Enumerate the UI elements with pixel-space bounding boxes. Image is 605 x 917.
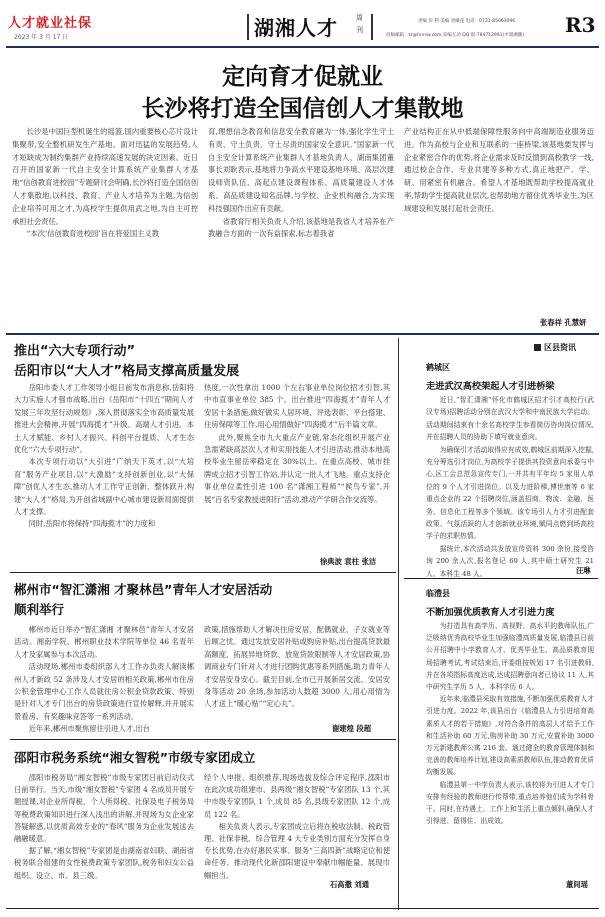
lead-column-3: [404, 126, 594, 216]
paragraph: 活动现场,郴州市委组织部人才工作办负责人解读郴州人才新政 52 条涉及人才安居的相关政策,郴州市住房公积金管理中心工作人员就住房公积金贷款政策、特别是针对人才专门出台的房贷政策进行宣传解释,并开展实景看房、有奖趣味竞答等一系列活动。: [14, 662, 194, 721]
lead-subheadline: 长沙将打造全国信创人才集散地: [141, 96, 464, 122]
lead-byline: 张春祥 孔慧妍: [540, 318, 587, 327]
paragraph: 经个人申报、组织推荐,现场选拔及综合评定程序,邵阳市在此次成功组建市、县两级“湘女智税”专家团队 13 个,其中市级专家团队 1 个,成员 85 名,县级专家团队 12 个,成员 122 名。: [204, 773, 390, 819]
article-divider: [10, 572, 396, 573]
article1-subheadline: 岳阳市以“大人才”格局支撑高质量发展: [14, 364, 240, 379]
paragraph: 岳阳市委人才工作领导小组日前发布消息称,岳阳将大力实施人才强市战略,出台《岳阳市“十四五”期间人才发展三年攻坚行动规划》,深入贯彻落实全市高质量发展推进大会精神,开展“四海揽才”升级、高端人才引进、本土人才赋能、乡村人才振兴、科创平台提质、人才生态优化“六大专项行动”。: [14, 383, 194, 455]
lead-column-2: [208, 126, 394, 241]
article2-headline: 郴州市“智汇潇湘 才聚林邑”青年人才安居活动: [14, 582, 273, 597]
paragraph: 本次专项行动以“大引进”广纳天下英才,以“大培育”服务产业项目,以“大激励”支持创新创业,以“大保障”创优人才生态,推动人才工作守正创新、整体跃升,构建“大人才”格局,为开创省域副中心城市建设新局面提供人才支撑。: [14, 457, 194, 517]
footer-rule: [6, 908, 599, 909]
sidebar-article1-body: [426, 394, 594, 580]
paragraph: 育,理想信念教育和信息安全教育融为一体,强化学生守土有责、守土负责、守土尽责的国家安全意识。”国家新一代自主安全计算系统产业集群人才基地负责人、湖南集团董事长刘耿表示,基地将力争高水平建设基地环境、高层次建设师资队伍、高起点建设课程体系、高质量建设人才体系、高品质建设知名品牌,与学校、企业机构融合,为实现科技强国作出应有贡献。: [208, 127, 394, 213]
article-divider: [10, 739, 396, 740]
page-number-box: [565, 13, 595, 43]
sidebar-region-label: 临澧县: [426, 589, 450, 598]
paragraph: 省教育厅相关负责人介绍,该基地是我省人才培养在产教融合方面的一次有益探索,标志着我省: [208, 216, 394, 239]
paragraph: 政策,措施帮助人才解决住房安居、配偶就业、子女就业等后顾之忧。通过发放安居补贴或购房补贴,出台提高贷款最高额度、拓展异地贷款、放宽贷款限制等人才安居政策,协调商业专门针对人才进行团购优惠等系列措施,助力青年人才安居安身安心。截至目前,全市已开展新居交流、安居安身等活动 20 余场,参加活动人数超 3000 人,用心用情为人才送上“暖心贴”“定心丸”。: [204, 625, 390, 709]
paragraph: 近年来,临澧县采取有效措施,不断加强优质教育人才引进力度。2022 年,该县出台《临澧县人力引进培育高素质人才的若干措施》,对符合条件的高层人才给予工作和生活补助 60 万元,购房补助 30 万元,安置补助 3000 万元新建教师公寓 216 套。通过健全的教育管理体制和完善的教师培养计划,建设高素质教师队伍,推动教育优质均衡发展。: [426, 695, 594, 777]
page-number: R3: [565, 13, 596, 37]
paragraph: 近日,“智汇潇湘”怀化市鹤城区招才引才高校行(武汉专场)招聘活动分别在武汉大学和中南民族大学启动。活动期间结束有十余名高校学生参看简历咨询岗位情况,并在招聘人员的协助下填写就业意向。: [426, 396, 594, 442]
issue-date: 2023 年 3 月 17 日: [14, 34, 69, 41]
paragraph: 长沙是中国巨型机诞生的摇篮,国内重要核心芯片设计集聚带,安全整机研发生产基地。面对迅猛的发展趋势,人才短缺成为制约集群产业持续高速发展的决定因素。近日召开的国家新一代自主安全计算系统产业集群人才基地“信创教育进校园”专题研讨会明确,长沙将打造全国信创人才集散地,以科技、教育、产业人才培养为主题,为信创企业培养可用之才,为高校学生提供用武之地,为自主可控承担社会责任。: [12, 127, 198, 226]
paragraph: 郴州市近日举办“智汇潇湘 才聚林邑”青年人才安居活动。湘南学院、郴州职业技术学院等单位 46 名青年人才及家属参与本次活动。: [14, 625, 194, 659]
header-divider: [371, 14, 373, 40]
header-rule: [6, 46, 599, 48]
paragraph: 据统计,本次活动共发放宣传资料 300 余份,接受咨询 200 余人次,报名登记 69 人,其中硕士研究生 21 人、本科生 48 人。: [426, 544, 594, 578]
page-header: [0, 0, 605, 50]
paragraph: 为打造具有高学历、高视野、高水平的教师队伍,广泛吸纳优秀高校毕业生加强临澧高质量发展,临澧县日前公开招聘中小学教育人才、优秀毕业生、高品质教育现场招聘考试,考试结束后,评委组按规划 17 名引进教师,并在各项指标高度达成,达成招聘意向者已协议 11 人,其中研究生学历 5 人、本科学历 6 人。: [426, 622, 594, 692]
paragraph: 近年来,郴州市聚焦留住引进人才,出台: [28, 724, 150, 734]
article1-column-1: [14, 382, 194, 531]
article3-byline: 石高撒 刘通: [330, 880, 370, 889]
paragraph: 邵阳市税务局“湘女智税”市级专家团日前启动仪式日前举行。当天,市级“湘女智税”专家团 4 名成员开展专题授课,对企业所得税、个人所得税、社保及电子税务局等税费政策知识进行深入浅出的讲解,并现场为女企业家答疑解惑,以优质高效专业的“春风”服务为企业发展送去融融暖意。: [14, 773, 194, 844]
paragraph: 产业结构正在从中低端保障性服务向中高端制造业服务迈进。作为高校与企业和互联系的一座桥梁,该基地要发挥与企业紧密合作的优势,将企业需求及时反馈到高校教学一线,通过校企合作、专业共建等多种方式,真正地把产、学、研、用紧密有机融合。希望人才基地既帮助学校提高就业率,帮助学生提高就业层次,也帮助地方留住优秀毕业生,为区域建设和发展打起社会责任。: [404, 127, 594, 213]
lead-column-1: [12, 126, 198, 241]
paragraph: 据了解,“湘女智税”专家团是由湖南省妇联、湖南省税务联合组建的女性税费政策专家团队,税务和妇女公益组织、设立、市、县三级。: [14, 846, 194, 880]
article3-column-2: [204, 772, 390, 882]
paper-name: 人才就业社保: [8, 16, 93, 31]
paragraph: 相关负责人表示,专家团成立后将在税收法制、税政管理、社保非税、综合管理 4 大专业类别方面充分发挥自身专长优势,在办好惠民实事、服务“三高四新”战略定位和使命任务、推动现代化新邵阳建设中奉献巾帼能量、展现巾帼担当。: [204, 821, 390, 880]
article1-byline: 徐典波 袁柱 张洁: [320, 557, 377, 566]
square-bullet-icon: [534, 344, 541, 351]
paragraph: 此外,聚焦全市九大重点产业链,常态化组织开展产业急需紧缺高层次人才和实用技能人才引进活动,推动本地高校毕业生留岳率稳定在 30%以上。在重点高校、城市挂牌成立招才引智工作站,并认定一批人才飞地。重点支持企事业单位柔性引进 100 名“潇湘工程师”“候鸟专家”,开展“百名专家教授进阳行”活动,推动产学研合作交流等。: [204, 432, 390, 504]
sidebar-article2-byline: 董间瑶: [566, 880, 588, 889]
sidebar-article1-title: 走进武汉高校架起人才引进桥梁: [426, 381, 555, 392]
article1-column-2: [204, 382, 390, 506]
paragraph: 热度,一次性拿出 1000 个左右事业单位岗位招才引智,其中市直事业单位 385 个。出台推进“四海揽才”青年人才安居十条措施,做好做实人居环境、评选表彰、平台搭建、住房保障等工作,用心用情做好“四海揽才”后半篇文章。: [204, 383, 390, 430]
paragraph: 临澧县第一中学负责人表示,该校将为引进人才专门安排有经验的教师进行传帮带,重点培养他们成为学科骨干。同时,在待遇上、工作上和生活上重点倾斜,确保人才引得进、留得住、出成效。: [426, 780, 594, 826]
article2-column-2: [204, 624, 390, 711]
sidebar-article1-byline: 汪琳: [576, 566, 591, 575]
county-news-label: 区县资讯: [544, 343, 576, 352]
article3-headline: 邵阳市税务系统“湘女智税”市级专家团成立: [14, 750, 256, 765]
column-divider: [398, 338, 399, 910]
section-suffix: 周刊: [356, 14, 363, 34]
paragraph: 为确保引才活动取得应有成效,鹤城区前期深入挖掘,充分筹选引才岗位,为高校学子提供其投资意向承委与中心,区工会总范急宣传专门,一并共有平年均 5 家用人单位的 9 个人才引进岗位。以及力进阶梯,博世康等 6 家重点企业的 22 个招聘岗位,涵盖招商、物流、金融、医务、信息化工程等多个领域。该专场引人力才引进配套政策、气氛活跃的人才创新就业环境,赋同点燃到场高校学子的求职热情。: [426, 445, 594, 541]
editor-credits: 责编 彭 利 美编 曾曦花 电话：0731-85063096: [418, 19, 516, 24]
sidebar-article2-title: 不断加强优质教育人才引进力度: [426, 607, 555, 618]
article2-byline: 谢建煌 段超: [332, 724, 372, 733]
article-divider: [404, 578, 598, 579]
article2-headline-cont: 顺利举行: [14, 602, 65, 617]
article3-column-1: [14, 772, 194, 882]
section-rule: [6, 333, 599, 335]
article2-column-1: [14, 624, 194, 736]
paragraph: “本次‘信创教育进校园’旨在将爱国主义教: [26, 229, 160, 239]
article1-headline: 推出“六大专项行动”: [14, 344, 136, 359]
submission-info: 投稿邮箱：tz@hnrsw.com,采编互动 QQ 群:784712991(才溜湘潮): [386, 33, 525, 38]
sidebar-article2-body: [426, 620, 594, 827]
lead-headline: 定向育才促就业: [222, 64, 383, 90]
county-news-header: [534, 342, 576, 353]
sidebar-region-label: 鹤城区: [426, 363, 450, 372]
header-divider: [247, 14, 249, 40]
paragraph: 同时,岳阳市将保持“四海揽才”的力度和: [28, 519, 156, 529]
section-title: 湖湘人才: [254, 16, 338, 40]
